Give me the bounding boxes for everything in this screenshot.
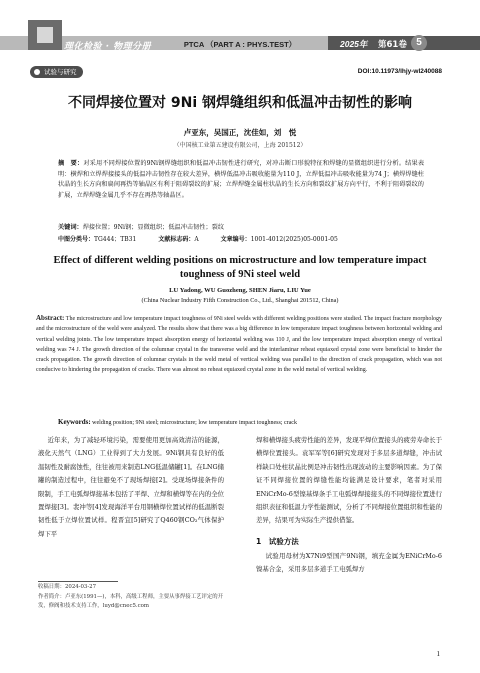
keywords-cn [58,223,424,233]
footnote [38,583,224,612]
abstract-cn-label: 摘 要： [58,160,84,167]
keywords-en-label: Keywords: [58,418,91,426]
footnote-author: 作者简介：卢亚东(1991—)，本科，高级工程师，主要从事焊接工艺评定的开发，修阀和技术支持工作，luyd@cnec5.com [38,593,224,609]
title-cn: 不同焊接位置对 9Ni 钢焊缝组织和低温冲击韧性的影响 [67,95,412,111]
header-section: 理化检验 · 物理分册 [64,42,152,52]
abstract-cn-text: 对采用不同焊接位置的9Ni钢焊缝组织和低温冲击韧性进行研究，对冲击断口形貌特征和焊缝的显微组织进行分析。结果表明：横焊和立焊焊接接头的低温冲击韧性存在较大差异，横焊低温冲击吸收能量为110 J，立焊低温冲击吸收能量为74 J；横焊焊缝柱状晶的生长方向和扁间再热等轴晶区有利于阻碍裂纹的扩展；立焊焊缝金属柱状晶的生长方向和裂纹扩展方向平行，不利于阻碍裂纹的扩展，立焊焊缝金属几乎不存在再热等轴晶区。 [58,160,425,199]
authors-en: LU Yadong, WU Guozheng, SHEN Jiaru, LIU Yue [169,287,311,294]
keywords-cn-text: 焊接位置；9Ni钢；显微组织；低温冲击韧性；裂纹 [82,224,225,231]
header-journal: PTCA （PART A : PHYS.TEST） [183,40,297,49]
body-column-right [256,434,442,577]
keywords-en-text: welding position; 9Ni steel; microstructure; low temperature impact toughness; crack [92,420,297,426]
article-number: 文章编号：1001-4012(2025)05-0001-05 [220,236,338,243]
keywords-en [58,418,438,426]
abstract-en-label: Abstract: [36,314,65,322]
authors-cn: 卢亚东，吴国正，沈佳如，刘 悦 [183,128,297,137]
footnote-rule [38,581,118,582]
title-en: Effect of different welding positions on microstructure and low temperature impact toughness of 9Ni steel weld [53,255,427,280]
document-code: 文献标志码：A [158,236,199,243]
section-paragraph: 试验用母材为X7Ni9型国产9Ni钢，填充金属为ENiCrMo-6镍基合金，采用多层多道手工电弧焊方 [256,551,442,574]
keywords-cn-label: 关键词： [58,224,83,231]
doi: DOI:10.11973/lhjy-wl240088 [357,68,442,75]
header-issue: 第61卷 [378,40,407,50]
affiliation-en: (China Nuclear Industry Fifth Construction Co., Ltd., Shanghai 201512, China) [141,297,339,304]
abstract-en-text: The microstructure and low temperature impact toughness of 9Ni steel welds with different welding positions were studied. The impact fracture morphology and the microstructure of the weld were analyzed. The results show that there was a big difference in low temperature impact toughness between horizontal welding and vertical welding joints. The low temperature impact absorption energy of horizontal welding was 110 J, and the low temperature impact absorption energy of vertical welding was 74 J. The growth direction of the columnar crystal in the transverse weld and the interlaminar reheat equiaxed crystal zone were beneficial to hinder the crack propagation. The growth direction of columnar crystals in the weld metal of vertical welding was parallel to the direction of crack propagation, which was not conducive to hindering the propagation of cracks. There was almost no reheat equiaxed crystal zone in the weld metal of vertical welding. [36,316,442,374]
header-year: 2025年 [340,39,368,49]
abstract-cn [58,159,424,201]
clc-number: 中图分类号：TG444；TB31 [58,236,137,243]
section-heading: 1 试验方法 [256,536,299,546]
abstract-en [36,313,442,376]
intro-paragraph: 近年来，为了减轻环境污染，需要使用更加高效清洁的能源，液化天然气（LNG）工业得到了大力发展。9Ni钢具有良好的低温韧性及耐腐蚀性，往往被用来制造LNG低温储罐[1]。在LNG储罐的制造过程中，往往避免不了现场焊接[2]。受现场焊接条件的限制，手工电弧焊焊接基本包括了平焊、立焊和横焊等在内的全位置焊接[3]。裴冲等[4]发现海洋平台用钢横焊位置试样的低温断裂韧性低于立焊位置试样。程晋宜[5]研究了Q460钢CO₂气体保护焊下平 [38,436,224,538]
classification-row [58,234,424,243]
footnote-received: 收稿日期：2024-03-27 [38,584,97,590]
header-issue-number: 5 [411,35,427,51]
intro-paragraph-continued: 焊和横焊接头疲劳性能的差异，发现平焊位置接头的疲劳寿命长于横焊位置接头。袁军军等[6]研究发现对于多层多道焊缝，冲击试样缺口处柱状晶比例是冲击韧性出现波动的主要影响因素。为了保证不同焊接位置的焊缝性能均能满足设计要求，笔者对采用ENiCrMo-6型镍基焊条手工电弧焊焊接接头的不同焊接位置进行组织表征和低温力学性能测试，分析了不同焊接位置组织和性能的差异，结果可为实际生产提供借鉴。 [256,436,442,525]
page-number: 1 [436,650,440,658]
body-column-left [38,434,224,541]
article-type-tag [30,66,83,78]
affiliation-cn: （中国核工业第五建设有限公司，上海 201512） [173,142,307,149]
article-type-label: 试验与研究 [44,68,77,76]
bullet-icon [34,69,40,75]
